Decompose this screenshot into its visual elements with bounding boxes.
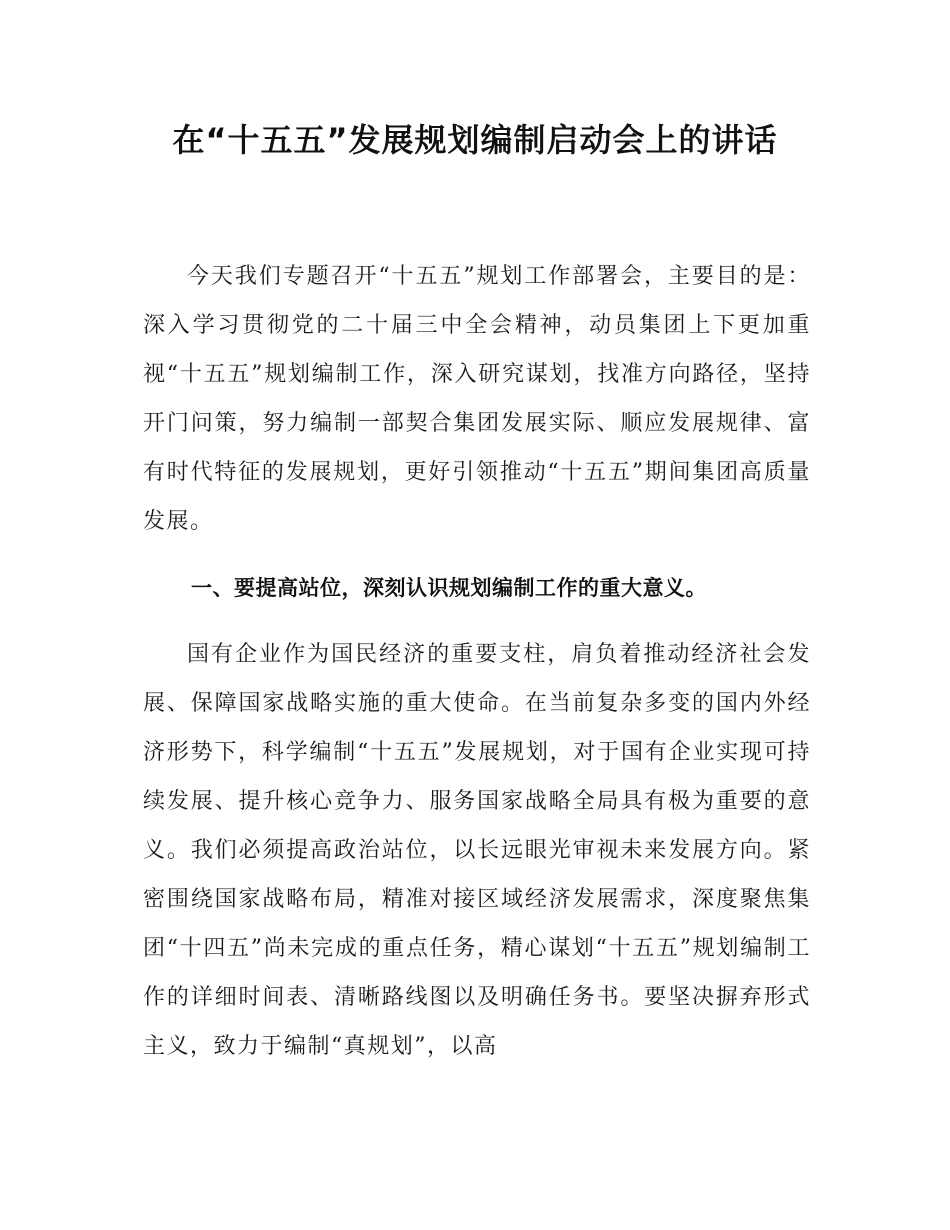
document-body [143,252,811,1071]
document-title: 在“十五五”发展规划编制启动会上的讲话 [172,121,778,159]
paragraph-section-1: 国有企业作为国民经济的重要支柱，肩负着推动经济社会发展、保障国家战略实施的重大使命。在当前复杂多变的国内外经济形势下，科学编制“十五五”发展规划，对于国有企业实现可持续发展、提升核心竞争力、服务国家战略全局具有极为重要的意义。我们必须提高政治站位，以长远眼光审视未来发展方向。紧密围绕国家战略布局，精准对接区域经济发展需求，深度聚焦集团“十四五”尚未完成的重点任务，精心谋划“十五五”规划编制工作的详细时间表、清晰路线图以及明确任务书。要坚决摒弃形式主义，致力于编制“真规划”，以高 [143,642,811,1059]
section-heading-1: 一、要提高站位，深刻认识规划编制工作的重大意义。 [191,576,707,600]
paragraph-intro: 今天我们专题召开“十五五”规划工作部署会，主要目的是：深入学习贯彻党的二十届三中全会精神，动员集团上下更加重视“十五五”规划编制工作，深入研究谋划，找准方向路径，坚持开门问策，努力编制一部契合集团发展实际、顺应发展规律、富有时代特征的发展规划，更好引领推动“十五五”期间集团高质量发展。 [143,264,811,534]
